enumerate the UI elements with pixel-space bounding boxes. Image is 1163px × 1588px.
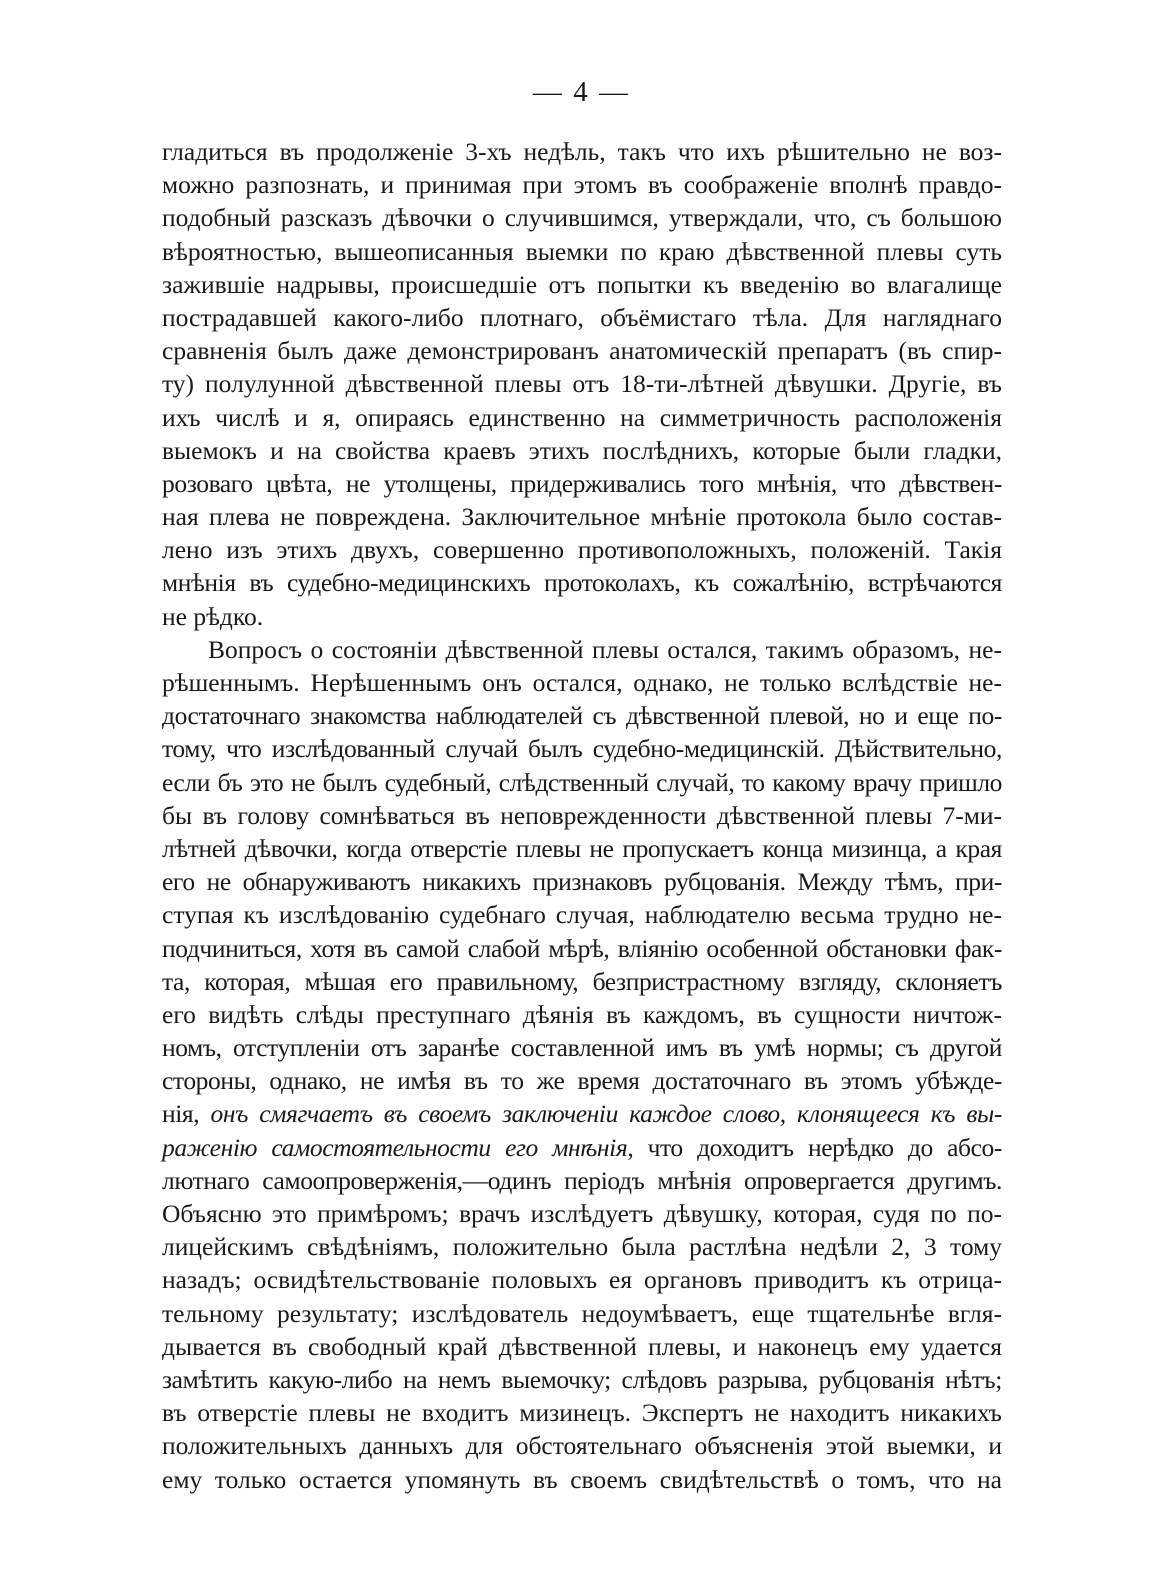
mixed-text-line: [162, 1131, 1002, 1164]
text-line: рѣшеннымъ. Нерѣшеннымъ онъ остался, однако, не только вслѣдствіе не-: [162, 668, 1002, 697]
text-line: тому, что изслѣдованный случай былъ судебно-медицинскій. Дѣйствительно,: [162, 734, 1002, 764]
text-line: положительныхъ данныхъ для обстоятельнаго объясненія этой выемки, и: [162, 1431, 1002, 1461]
text-line: ступая къ изслѣдованію судебнаго случая, наблюдателю весьма трудно не-: [162, 900, 1002, 930]
text-line: подчиниться, хотя въ самой слабой мѣрѣ, вліянію особенной обстановки фак-: [162, 933, 1002, 963]
text-line: Объясню это примѣромъ; врачъ изслѣдуетъ дѣвушку, которая, судя по по-: [162, 1199, 1002, 1228]
text-line: лено изъ этихъ двухъ, совершенно противоположныхъ, положеній. Такія: [162, 535, 1002, 565]
plain-text-segment: нія,: [162, 1099, 211, 1129]
text-line: гладиться въ продолженіе 3-хъ недѣль, такъ что ихъ рѣшительно не воз-: [162, 137, 1002, 166]
text-line: пострадавшей какого-либо плотнаго, объёмистаго тѣла. Для нагляднаго: [162, 302, 1002, 332]
text-line: ему только остается упомянуть въ своемъ свидѣтельствѣ о томъ, что на: [162, 1464, 1002, 1494]
text-line: назадъ; освидѣтельствованіе половыхъ ея органовъ приводитъ къ отрица-: [162, 1265, 1002, 1295]
text-line: та, которая, мѣшая его правильному, безпристрастному взгляду, склоняетъ: [162, 966, 1002, 996]
text-line: если бъ это не былъ судебный, слѣдственный случай, то какому врачу пришло: [162, 767, 1002, 797]
text-line: выемокъ и на свойства краевъ этихъ послѣднихъ, которые были гладки,: [162, 435, 1002, 465]
italic-text-segment: онъ смягчаетъ въ своемъ заключеніи каждое слово, клонящееся къ вы-: [210, 1099, 1002, 1129]
text-line: розоваго цвѣта, не утолщены, придерживались того мнѣнія, что дѣвствен-: [162, 468, 1002, 498]
text-line: бы въ голову сомнѣваться въ неповрежденности дѣвственной плевы 7-ми-: [162, 800, 1002, 830]
text-line: стороны, однако, не имѣя въ то же время достаточнаго въ этомъ убѣжде-: [162, 1066, 1002, 1096]
text-line: зажившіе надрывы, происшедшіе отъ попытки къ введенію во влагалище: [162, 269, 1002, 299]
text-line: ихъ числѣ и я, опираясь единственно на симметричность расположенія: [162, 402, 1002, 432]
text-line: въ отверстіе плевы не входитъ мизинецъ. Экспертъ не находитъ никакихъ: [162, 1398, 1002, 1428]
text-line: номъ, отступленіи отъ заранѣе составленной имъ въ умѣ нормы; съ другой: [162, 1033, 1002, 1063]
text-line: лѣтней дѣвочки, когда отверстіе плевы не пропускаетъ конца мизинца, а края: [162, 833, 1002, 863]
text-line: можно разпознать, и принимая при этомъ въ соображеніе вполнѣ правдо-: [162, 170, 1002, 200]
text-line: ная плева не повреждена. Заключительное мнѣніе протокола было состав-: [162, 502, 1002, 532]
text-line: сравненія былъ даже демонстрированъ анатомическій препаратъ (въ спир-: [162, 336, 1002, 366]
body-text: [162, 135, 1002, 1496]
text-line: его не обнаруживаютъ никакихъ признаковъ рубцованія. Между тѣмъ, при-: [162, 867, 1002, 897]
text-line: мнѣнія въ судебно-медицинскихъ протоколахъ, къ сожалѣнію, встрѣчаются: [162, 568, 1002, 598]
text-line: дывается въ свободный край дѣвственной плевы, и наконецъ ему удается: [162, 1331, 1002, 1361]
text-line: подобный разсказъ дѣвочки о случившимся, утверждали, что, съ большою: [162, 203, 1002, 233]
text-line: достаточнаго знакомства наблюдателей съ дѣвственной плевой, но и еще по-: [162, 701, 1002, 731]
italic-text-segment: раженію самостоятельности его мнѣнія: [162, 1132, 628, 1162]
mixed-text-line: [162, 1097, 1002, 1130]
plain-text-segment: , что доходитъ нерѣдко до абсо-: [627, 1132, 1002, 1162]
text-line: вѣроятностью, вышеописанныя выемки по краю дѣвственной плевы суть: [162, 236, 1002, 266]
paragraph-start-line: Вопросъ о состояніи дѣвственной плевы остался, такимъ образомъ, не-: [208, 634, 1002, 664]
text-line: не рѣдко.: [162, 601, 264, 631]
text-line: лютнаго самоопроверженія,—одинъ періодъ мнѣнія опровергается другимъ.: [162, 1165, 1002, 1195]
text-line: лицейскимъ свѣдѣніямъ, положительно была растлѣна недѣли 2, 3 тому: [162, 1232, 1002, 1262]
text-line: его видѣть слѣды преступнаго дѣянія въ каждомъ, въ сущности ничтож-: [162, 999, 1002, 1029]
page-number: — 4 —: [533, 76, 630, 108]
text-line: тельному результату; изслѣдователь недоумѣваетъ, еще тщательнѣе вгля-: [162, 1298, 1002, 1328]
text-line: ту) полулунной дѣвственной плевы отъ 18-ти-лѣтней дѣвушки. Другіе, въ: [162, 369, 1002, 399]
text-line: замѣтить какую-либо на немъ выемочку; слѣдовъ разрыва, рубцованія нѣтъ;: [162, 1364, 1002, 1394]
